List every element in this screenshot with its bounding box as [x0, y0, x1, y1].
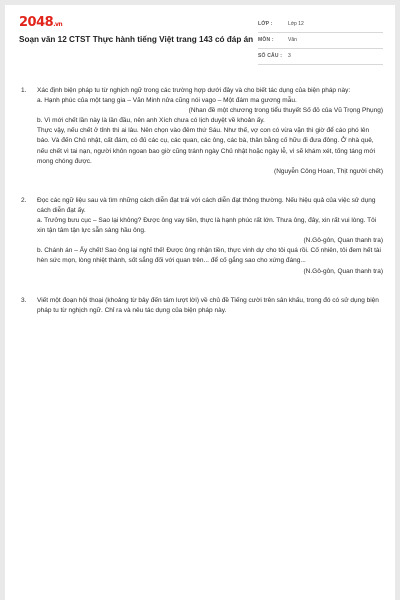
question-prompt: Xác định biện pháp tu từ nghịch ngữ trong các trường hợp dưới đây và cho biết tác dụng của biện pháp này:: [37, 87, 351, 94]
question-number: 3.: [21, 296, 27, 304]
meta-value-subject: Văn: [288, 37, 297, 43]
source-citation: (N.Gô-gôn, Quan thanh tra): [303, 237, 383, 245]
logo-suffix: .vn: [53, 21, 63, 28]
meta-label-subject: MÔN :: [258, 37, 274, 43]
document-page: [5, 5, 395, 600]
question-prompt: Đọc các ngữ liệu sau và tìm những cách diễn đạt trái với cách diễn đạt thông thường. Nếu hiệu quả của việc sử dụng cách diễn đạt ấy.: [37, 196, 376, 214]
site-logo[interactable]: [19, 16, 62, 32]
meta-value-question-count: 3: [288, 53, 291, 59]
question-item: [21, 296, 383, 316]
question-part-a: a. Hạnh phúc của một tang gia – Văn Minh nửa cũng nói vago – Một đám ma gương mẫu.: [37, 97, 297, 105]
question-passage: Thực vậy, nếu chết ở tỉnh thì ai lâu. Nên chọn vào đêm thứ Sáu. Như thế, vợ con có vừa vặn thì giờ để cáo phó lên báo. Và đến Chủ nhật, cất đám, có đủ các cụ, các quan, các ông, các bà, thân bằng cố hữu đi đưa đông. Ở nhà quê, nếu chết vì tai nạn, người khôn ngoan bao giờ cũng tránh ngày Chủ nhật hoặc ngày lễ, vì sẽ khám xét, tống táng mới mong chóng được.: [37, 127, 376, 165]
question-item: [21, 86, 383, 177]
meta-row-subject: [258, 33, 383, 49]
document-title: Soạn văn 12 CTST Thực hành tiếng Việt trang 143 có đáp án: [19, 35, 254, 44]
logo-number: 2048: [19, 15, 54, 30]
meta-info-table: [258, 17, 383, 65]
meta-label-class: LỚP :: [258, 21, 273, 27]
source-citation: (Nhan đề một chương trong tiểu thuyết Số đỏ của Vũ Trọng Phụng): [188, 107, 383, 115]
question-number: 2.: [21, 196, 27, 204]
question-part-b: b. Chánh án – Ấy chết! Sao ông lại nghĩ thế! Được ông nhận tiền, thực vinh dự cho tôi quá rồi. Cố nhiên, tôi đem hết tài hèn sức mọn, lòng nhiệt thành, sốt sắng đối với quan trên... để cố gắng sao cho xứng đáng...: [37, 247, 381, 265]
meta-row-question-count: [258, 49, 383, 65]
question-number: 1.: [21, 87, 27, 94]
document-header: [5, 5, 395, 62]
question-list: [21, 86, 383, 316]
question-part-b: b. Vì mới chết lần này là lần đầu, nên anh Xích chưa có lịch duyệt về khoản ấy.: [37, 117, 265, 125]
source-citation: (Nguyễn Công Hoan, Thịt người chết): [274, 167, 383, 175]
meta-value-class: Lớp 12: [288, 21, 304, 27]
question-part-a: a. Trưởng bưu cục – Sao lại không? Được ông vay tiền, thực là hạnh phúc rất lớn. Thưa ông, đây, xin rất vui lòng. Tôi xin tận tâm tận lực sẵn sàng hầu ông.: [37, 217, 377, 235]
meta-label-question-count: SỐ CÂU :: [258, 53, 283, 59]
question-prompt: Viết một đoạn hội thoại (khoảng từ bảy đến tám lượt lời) về chủ đề Tiếng cười trên sân khấu, trong đó có sử dụng biện pháp tu từ nghịch ngữ. Chỉ ra và nêu tác dụng của biện pháp này.: [37, 296, 379, 314]
question-item: [21, 196, 383, 277]
meta-row-class: [258, 17, 383, 33]
source-citation: (N.Gô-gôn, Quan thanh tra): [303, 267, 383, 275]
